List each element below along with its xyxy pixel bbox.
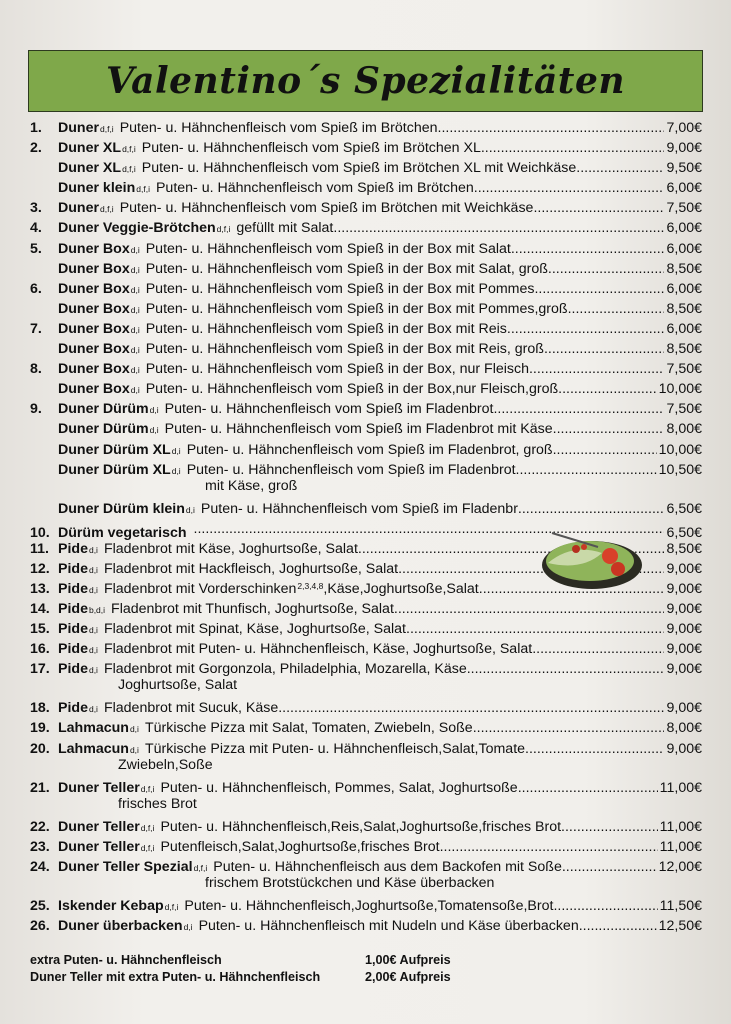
- item-name: Duner Dürüm: [58, 421, 149, 438]
- dot-leader: [553, 442, 657, 458]
- item-name: Duner Box: [58, 341, 130, 358]
- footer-value: 1,00€ Aufpreis: [365, 953, 451, 967]
- item-number: 20.: [30, 740, 50, 757]
- item-name: Duner XL: [58, 160, 122, 177]
- item-description: Puten- u. Hähnchenfleisch vom Spieß im Fladenbrot: [164, 401, 494, 418]
- menu-item: [30, 341, 702, 361]
- footer-value: 2,00€ Aufpreis: [365, 970, 451, 984]
- item-description: Fladenbrot mit Sucuk, Käse: [103, 700, 279, 717]
- item-allergens: d,f,i: [216, 224, 231, 235]
- item-description: Puten- u. Hähnchenfleisch, Pommes, Salat, Joghurtsoße: [160, 779, 518, 796]
- item-allergens: d,i: [88, 584, 98, 595]
- item-price: 11,00€: [659, 779, 702, 796]
- item-allergens: d,i: [88, 665, 98, 676]
- menu-item: [30, 361, 702, 381]
- item-name: Duner überbacken: [58, 917, 183, 934]
- dot-leader: [529, 361, 665, 377]
- item-price: 6,50€: [666, 524, 702, 541]
- item-allergens: d,f,i: [136, 184, 150, 195]
- item-number: 24.: [30, 858, 50, 875]
- menu-item: [30, 301, 702, 321]
- item-number: 1.: [30, 120, 42, 136]
- item-description: Puten- u. Hähnchenfleisch vom Spieß im Fladenbrot, groß: [186, 441, 553, 458]
- item-name: Duner Dürüm XL: [58, 461, 171, 478]
- item-description: gefüllt mit Salat: [236, 220, 334, 237]
- item-description: Puten- u. Hähnchenfleisch vom Spieß im Brötchen: [155, 180, 474, 197]
- menu-item: [30, 601, 702, 621]
- item-price: 9,00€: [666, 601, 702, 618]
- item-allergens: d,i: [171, 465, 181, 476]
- menu-item: [30, 180, 702, 200]
- item-allergens: d,i: [130, 244, 140, 255]
- item-name: Duner Teller: [58, 838, 140, 855]
- menu-item: [30, 220, 702, 240]
- item-number: 10.: [30, 524, 50, 541]
- item-name: Duner Dürüm: [58, 401, 149, 418]
- item-price: 8,50€: [666, 341, 702, 358]
- footer-label: extra Puten- u. Hähnchenfleisch: [30, 953, 222, 967]
- menu-item: [30, 442, 702, 462]
- item-name: Duner Dürüm klein: [58, 500, 185, 517]
- menu-item: [30, 859, 702, 898]
- item-price: 10,50€: [658, 461, 702, 478]
- item-allergens: d,i: [88, 704, 98, 715]
- item-price: 7,50€: [666, 200, 702, 217]
- item-name: Lahmacun: [58, 740, 129, 757]
- item-description: Puten- u. Hähnchenfleisch vom Spieß in der Box,nur Fleisch,groß: [145, 381, 559, 398]
- item-description-line2: frisches Brot: [118, 795, 197, 812]
- menu-item: [30, 381, 702, 401]
- item-name: Pide: [58, 601, 88, 618]
- item-price: 9,00€: [666, 661, 702, 678]
- menu-item: [30, 401, 702, 421]
- item-price: 9,00€: [666, 140, 702, 157]
- item-price: 7,00€: [666, 120, 702, 136]
- item-name: Duner Box: [58, 320, 130, 337]
- item-number: 19.: [30, 720, 50, 737]
- item-description: Puten- u. Hähnchenfleisch vom Spieß in der Box mit Salat: [145, 240, 511, 257]
- footer-row: [30, 970, 702, 987]
- item-allergens: d,f,i: [140, 783, 155, 794]
- item-description: Puten- u. Hähnchenfleisch vom Spieß in der Box mit Pommes,groß: [145, 300, 568, 317]
- item-price: 6,00€: [666, 280, 702, 297]
- item-description: Putenfleisch,Salat,Joghurtsoße,frisches Brot: [160, 838, 440, 855]
- menu-item: [30, 321, 702, 341]
- menu-item: [30, 140, 702, 160]
- item-price: 9,00€: [666, 641, 702, 658]
- item-number: 26.: [30, 917, 50, 934]
- item-allergens: d,i: [129, 744, 139, 755]
- item-description-line2: Joghurtsoße, Salat: [118, 677, 238, 694]
- menu-item: [30, 720, 702, 740]
- menu-item: [30, 918, 702, 938]
- menu-item: [30, 741, 702, 780]
- menu-item: [30, 462, 702, 501]
- dot-leader: [576, 160, 664, 176]
- dot-leader: [481, 140, 665, 156]
- item-number: 3.: [30, 200, 42, 217]
- dot-leader: [278, 700, 664, 716]
- item-description: Puten- u. Hähnchenfleisch vom Spieß in der Box, nur Fleisch: [145, 361, 529, 378]
- item-allergens: d,f,i: [140, 822, 155, 833]
- item-name: Pide: [58, 560, 88, 577]
- dot-leader: [516, 462, 657, 478]
- item-number: 7.: [30, 320, 42, 337]
- food-photo: [532, 523, 642, 593]
- item-description: Puten- u. Hähnchenfleisch vom Spieß im Fladenbrot mit Käse: [164, 421, 553, 438]
- item-description: Puten- u. Hähnchenfleisch vom Spieß in der Box mit Salat, groß: [145, 260, 548, 277]
- item-description: Fladenbrot mit Gorgonzola, Philadelphia, Mozarella, Käse: [103, 661, 467, 678]
- menu-item: [30, 661, 702, 700]
- menu-item: [30, 120, 702, 140]
- item-description: Puten- u. Hähnchenfleisch vom Spieß in der Box mit Reis, groß: [145, 341, 544, 358]
- item-description: Puten- u. Hähnchenfleisch,Reis,Salat,Joghurtsoße,frisches Brot: [160, 818, 562, 835]
- menu-header: [28, 50, 703, 112]
- item-allergens: d,f,i: [100, 204, 114, 215]
- dot-leader: [518, 780, 658, 796]
- item-description: Puten- u. Hähnchenfleisch vom Spieß im Brötchen: [119, 120, 438, 136]
- dot-leader: [394, 601, 665, 617]
- item-number: 16.: [30, 641, 50, 658]
- dot-leader: [548, 261, 665, 277]
- item-number: 8.: [30, 361, 42, 378]
- item-description: Fladenbrot mit Vorderschinken: [103, 580, 297, 597]
- menu-item: [30, 421, 702, 441]
- dot-leader: [533, 200, 664, 216]
- item-price: 12,00€: [658, 858, 702, 875]
- menu-item: [30, 700, 702, 720]
- item-allergens: d,f,i: [100, 124, 114, 134]
- item-name: Duner: [58, 120, 99, 136]
- item-description-line2: mit Käse, groß: [205, 477, 298, 494]
- dot-leader: [518, 501, 665, 517]
- item-name: Duner Box: [58, 260, 130, 277]
- menu-item: [30, 819, 702, 839]
- item-name: Pide: [58, 621, 88, 638]
- item-description: Türkische Pizza mit Puten- u. Hähnchenfleisch,Salat,Tomate: [144, 740, 526, 757]
- item-allergens: d,i: [130, 345, 140, 356]
- item-price: 6,50€: [666, 500, 702, 517]
- item-allergens: b,d,i: [88, 605, 106, 616]
- item-allergens: d,i: [130, 264, 140, 275]
- item-price: 6,00€: [666, 320, 702, 337]
- item-name: Duner Box: [58, 381, 130, 398]
- item-description: Fladenbrot mit Thunfisch, Joghurtsoße, Salat: [111, 601, 394, 618]
- dot-leader: [493, 401, 664, 417]
- item-price: 8,50€: [666, 260, 702, 277]
- dot-leader: [532, 641, 664, 657]
- item-number: 23.: [30, 838, 50, 855]
- item-price: 6,00€: [666, 240, 702, 257]
- item-allergens: d,i: [130, 304, 140, 315]
- item-number: 22.: [30, 818, 50, 835]
- dot-leader: [438, 120, 665, 136]
- item-price: 8,00€: [666, 421, 702, 438]
- dot-leader: [507, 321, 665, 337]
- item-description: Puten- u. Hähnchenfleisch vom Spieß im Brötchen XL mit Weichkäse: [141, 160, 577, 177]
- item-description: Fladenbrot mit Spinat, Käse, Joghurtsoße, Salat: [103, 621, 406, 638]
- item-allergens: d,i: [130, 284, 140, 295]
- dot-leader: [553, 898, 657, 914]
- menu-item: [30, 780, 702, 819]
- item-name: Duner XL: [58, 140, 122, 157]
- item-name: Duner Box: [58, 300, 130, 317]
- item-name: Pide: [58, 580, 88, 597]
- item-price: 7,50€: [666, 401, 702, 418]
- item-allergens: d,i: [171, 445, 181, 456]
- item-number: 12.: [30, 560, 50, 577]
- item-allergens: d,f,i: [164, 901, 179, 912]
- item-name: Duner Teller: [58, 818, 140, 835]
- item-number: 18.: [30, 700, 50, 717]
- item-description: Puten- u. Hähnchenfleisch vom Spieß im Fladenbr: [200, 500, 518, 517]
- item-price: 11,00€: [659, 838, 702, 855]
- item-number: 15.: [30, 621, 50, 638]
- item-price: 9,00€: [666, 580, 702, 597]
- menu-title: Valentino´s Spezialitäten: [105, 60, 626, 102]
- item-allergens: d,f,i: [122, 144, 136, 155]
- item-description: Puten- u. Hähnchenfleisch vom Spieß in der Box mit Reis: [145, 320, 507, 337]
- item-name: Duner klein: [58, 180, 136, 197]
- menu-item: [30, 160, 702, 180]
- item-allergens: d,i: [88, 625, 98, 636]
- item-name: Duner Teller Spezial: [58, 858, 193, 875]
- menu-item: [30, 641, 702, 661]
- item-number: 9.: [30, 401, 42, 418]
- item-name: Pide: [58, 540, 88, 557]
- dot-leader: [562, 859, 657, 875]
- dot-leader: [467, 661, 665, 677]
- item-description: Fladenbrot mit Hackfleisch, Joghurtsoße, Salat: [103, 560, 399, 577]
- item-description-line2: frischem Brotstückchen und Käse überbacken: [205, 874, 495, 891]
- dot-leader: [525, 741, 664, 757]
- menu-item: [30, 621, 702, 641]
- item-price: 9,00€: [666, 560, 702, 577]
- item-price: 11,00€: [659, 818, 702, 835]
- item-number: 14.: [30, 601, 50, 618]
- item-allergens: d,i: [129, 724, 139, 735]
- dot-leader: [558, 381, 656, 397]
- dot-leader: [440, 839, 658, 855]
- item-allergens: d,f,i: [140, 842, 155, 853]
- item-number: 4.: [30, 220, 42, 237]
- dot-leader: [406, 621, 664, 637]
- item-name: Duner Box: [58, 280, 130, 297]
- item-description: Puten- u. Hähnchenfleisch vom Spieß im Brötchen XL: [141, 140, 481, 157]
- item-price: 12,50€: [658, 917, 702, 934]
- item-price: 9,50€: [666, 160, 702, 177]
- item-price: 8,00€: [666, 720, 702, 737]
- item-price: 9,00€: [666, 700, 702, 717]
- item-allergens: d,f,i: [193, 862, 208, 873]
- item-description: Puten- u. Hähnchenfleisch vom Spieß in der Box mit Pommes: [145, 280, 535, 297]
- menu-item: [30, 501, 702, 521]
- item-price: 9,00€: [666, 621, 702, 638]
- item-name: Duner Box: [58, 240, 130, 257]
- dot-leader: [553, 421, 665, 437]
- item-allergens: d,i: [88, 645, 98, 656]
- item-allergens: d,i: [88, 564, 98, 575]
- item-price: 8,50€: [666, 540, 702, 557]
- dot-leader: [474, 180, 665, 196]
- item-price: 7,50€: [666, 361, 702, 378]
- item-number: 17.: [30, 661, 50, 678]
- item-number: 25.: [30, 897, 50, 914]
- item-name: Iskender Kebap: [58, 897, 164, 914]
- menu-item: [30, 241, 702, 261]
- item-allergens: d,i: [185, 504, 195, 515]
- item-name: Pide: [58, 641, 88, 658]
- item-number: 21.: [30, 779, 50, 796]
- item-price: 6,00€: [666, 220, 702, 237]
- menu-footer: [30, 953, 702, 987]
- item-number: 2.: [30, 140, 42, 157]
- menu-item: [30, 898, 702, 918]
- item-description: Puten- u. Hähnchenfleisch vom Spieß im Brötchen mit Weichkäse: [119, 200, 534, 217]
- dot-leader: [473, 720, 665, 736]
- description-allergens: 2,3,4,8: [297, 580, 324, 591]
- item-allergens: d,i: [130, 324, 140, 335]
- item-name: Lahmacun: [58, 720, 129, 737]
- item-description: Türkische Pizza mit Salat, Tomaten, Zwiebeln, Soße: [144, 720, 473, 737]
- item-price: 9,00€: [666, 740, 702, 757]
- item-name: Pide: [58, 661, 88, 678]
- item-description: Puten- u. Hähnchenfleisch,Joghurtsoße,Tomatensoße,Brot: [184, 897, 554, 914]
- item-allergens: d,i: [183, 921, 193, 932]
- item-name: Duner: [58, 200, 99, 217]
- item-name: Pide: [58, 700, 88, 717]
- item-allergens: d,f,i: [122, 164, 136, 175]
- item-price: 10,00€: [658, 441, 702, 458]
- item-name: Duner Teller: [58, 779, 140, 796]
- footer-label: Duner Teller mit extra Puten- u. Hähnchenfleisch: [30, 970, 321, 984]
- item-allergens: d,i: [149, 405, 159, 416]
- item-description: Puten- u. Hähnchenfleisch vom Spieß im Fladenbrot: [186, 461, 516, 478]
- item-description: Fladenbrot mit Puten- u. Hähnchenfleisch, Käse, Joghurtsoße, Salat: [103, 641, 533, 658]
- menu-item: [30, 839, 702, 859]
- item-price: 6,00€: [666, 180, 702, 197]
- item-number: 6.: [30, 280, 42, 297]
- item-number: 11.: [30, 540, 49, 557]
- item-number: 13.: [30, 580, 50, 597]
- dot-leader: [333, 220, 664, 236]
- item-description: Puten- u. Hähnchenfleisch aus dem Backofen mit Soße: [213, 858, 562, 875]
- item-allergens: d,i: [130, 365, 140, 376]
- dot-leader: [544, 341, 665, 357]
- menu-item: [30, 261, 702, 281]
- item-allergens: d,i: [149, 425, 159, 436]
- item-price: 8,50€: [666, 300, 702, 317]
- item-allergens: d,i: [88, 544, 98, 555]
- item-name: Dürüm vegetarisch: [58, 524, 187, 541]
- item-name: Duner Dürüm XL: [58, 441, 171, 458]
- item-description-line2: Zwiebeln,Soße: [118, 756, 213, 773]
- item-price: 10,00€: [658, 381, 702, 398]
- item-number: 5.: [30, 240, 42, 257]
- dot-leader: [534, 281, 664, 297]
- item-name: Duner Veggie-Brötchen: [58, 220, 216, 237]
- footer-row: [30, 953, 702, 970]
- menu-item: [30, 200, 702, 220]
- item-name: Duner Box: [58, 361, 130, 378]
- item-allergens: d,i: [130, 385, 140, 396]
- dot-leader: [579, 918, 657, 934]
- dot-leader: [511, 241, 665, 257]
- dot-leader: [561, 819, 658, 835]
- dot-leader: [568, 301, 665, 317]
- item-description: Puten- u. Hähnchenfleisch mit Nudeln und Käse überbacken: [198, 917, 579, 934]
- item-price: 11,50€: [659, 897, 702, 914]
- item-description: Fladenbrot mit Käse, Joghurtsoße, Salat: [103, 540, 358, 557]
- item-description-cont: ,Käse,Joghurtsoße,Salat: [323, 580, 479, 597]
- menu-item: [30, 281, 702, 301]
